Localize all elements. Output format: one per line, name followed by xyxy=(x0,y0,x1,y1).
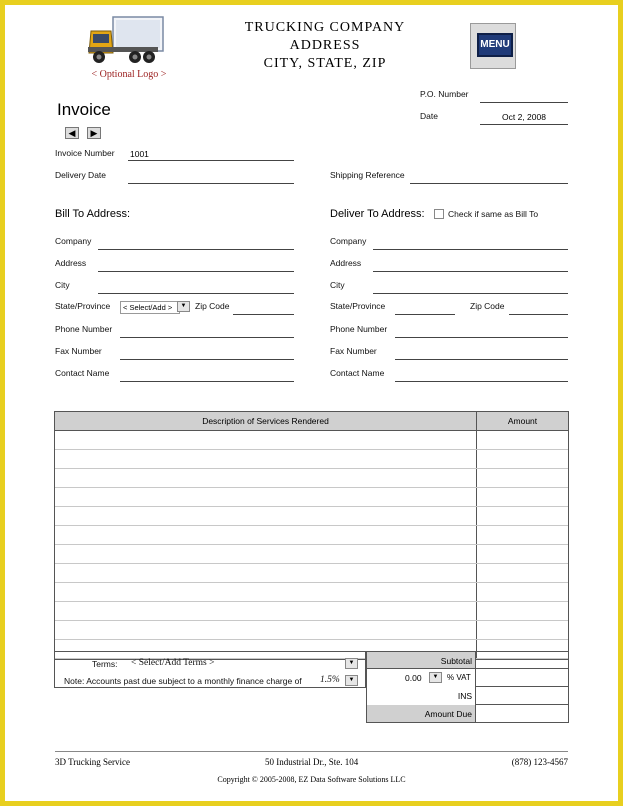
vat-dropdown-button[interactable] xyxy=(429,672,442,683)
deliver-company-field[interactable] xyxy=(373,237,568,250)
service-description-cell[interactable] xyxy=(55,545,477,563)
services-table-body xyxy=(55,431,568,659)
deliver-company-label: Company xyxy=(330,236,367,246)
invoice-number-label: Invoice Number xyxy=(55,148,115,158)
same-as-bill-checkbox[interactable] xyxy=(434,209,444,219)
footer-company: 3D Trucking Service xyxy=(55,757,130,767)
delivery-date-label: Delivery Date xyxy=(55,170,107,180)
service-amount-cell[interactable] xyxy=(477,564,568,582)
table-row xyxy=(55,469,568,488)
footer-phone: (878) 123-4567 xyxy=(511,757,568,767)
service-description-cell[interactable] xyxy=(55,450,477,468)
finance-rate-dropdown-button[interactable] xyxy=(345,675,358,686)
subtotal-row xyxy=(366,651,569,669)
deliver-address-field[interactable] xyxy=(373,259,568,272)
amount-due-value xyxy=(475,705,569,723)
next-record-button[interactable] xyxy=(87,127,101,139)
deliver-phone-field[interactable] xyxy=(395,325,568,338)
terms-and-totals xyxy=(54,651,569,724)
footer-divider xyxy=(55,751,568,752)
table-row xyxy=(55,583,568,602)
bill-to-heading: Bill To Address: xyxy=(55,208,131,220)
amount-due-row xyxy=(366,705,569,723)
deliver-city-field[interactable] xyxy=(373,281,568,294)
chevron-down-icon: ▼ xyxy=(432,674,439,680)
bill-city-label: City xyxy=(55,280,70,290)
ins-field[interactable] xyxy=(475,687,569,705)
terms-dropdown-button[interactable] xyxy=(345,658,358,669)
shipping-reference-label: Shipping Reference xyxy=(330,170,405,180)
service-description-cell[interactable] xyxy=(55,488,477,506)
same-as-bill-label: Check if same as Bill To xyxy=(448,209,539,219)
bill-fax-label: Fax Number xyxy=(55,346,102,356)
bill-state-label: State/Province xyxy=(55,301,111,311)
bill-zip-field[interactable] xyxy=(233,302,294,315)
deliver-address-label: Address xyxy=(330,258,362,268)
footer-address: 50 Industrial Dr., Ste. 104 xyxy=(265,757,359,767)
amount-column-header: Amount xyxy=(507,416,538,426)
table-row xyxy=(55,488,568,507)
service-description-cell[interactable] xyxy=(55,621,477,639)
service-amount-cell[interactable] xyxy=(477,507,568,525)
deliver-state-label: State/Province xyxy=(330,301,386,311)
service-amount-cell[interactable] xyxy=(477,469,568,487)
date-label: Date xyxy=(420,111,438,121)
deliver-fax-field[interactable] xyxy=(395,347,568,360)
deliver-zip-field[interactable] xyxy=(509,302,568,315)
table-row xyxy=(55,545,568,564)
table-row xyxy=(55,507,568,526)
service-amount-cell[interactable] xyxy=(477,602,568,620)
menu-label: MENU xyxy=(477,33,513,57)
bill-phone-label: Phone Number xyxy=(55,324,113,334)
vat-value[interactable]: 0.00 xyxy=(405,673,422,683)
services-table xyxy=(54,411,569,660)
company-address: ADDRESS xyxy=(289,38,361,53)
vat-amount xyxy=(475,669,569,687)
bill-address-label: Address xyxy=(55,258,87,268)
table-row xyxy=(55,602,568,621)
terms-select[interactable]: < Select/Add Terms > xyxy=(131,658,215,668)
table-row xyxy=(55,450,568,469)
deliver-contact-label: Contact Name xyxy=(330,368,385,378)
arrow-right-icon: ▶ xyxy=(90,128,98,138)
service-description-cell[interactable] xyxy=(55,507,477,525)
ins-label: INS xyxy=(366,687,475,705)
deliver-to-heading: Deliver To Address: xyxy=(330,208,425,220)
ins-row xyxy=(366,687,569,705)
service-description-cell[interactable] xyxy=(55,583,477,601)
service-amount-cell[interactable] xyxy=(477,621,568,639)
terms-label: Terms: xyxy=(92,659,118,669)
deliver-fax-label: Fax Number xyxy=(330,346,377,356)
page-title: Invoice xyxy=(57,100,111,119)
finance-note: Note: Accounts past due subject to a monthly finance charge of xyxy=(64,676,302,686)
finance-rate-select[interactable]: 1.5% xyxy=(320,675,340,685)
deliver-state-field[interactable] xyxy=(395,302,455,315)
bill-city-field[interactable] xyxy=(98,281,294,294)
arrow-left-icon: ◀ xyxy=(68,128,76,138)
deliver-zip-label: Zip Code xyxy=(470,301,505,311)
bill-zip-label: Zip Code xyxy=(195,301,230,311)
bill-address-field[interactable] xyxy=(98,259,294,272)
service-description-cell[interactable] xyxy=(55,526,477,544)
service-amount-cell[interactable] xyxy=(477,545,568,563)
subtotal-value xyxy=(475,651,569,669)
logo-caption: < Optional Logo > xyxy=(91,69,167,80)
service-amount-cell[interactable] xyxy=(477,488,568,506)
shipping-reference-field[interactable] xyxy=(410,171,568,184)
service-amount-cell[interactable] xyxy=(477,431,568,449)
bill-contact-field[interactable] xyxy=(120,369,294,382)
company-city-state-zip: CITY, STATE, ZIP xyxy=(263,56,387,71)
bill-company-label: Company xyxy=(55,236,92,246)
vat-row xyxy=(366,669,569,687)
deliver-phone-label: Phone Number xyxy=(330,324,388,334)
company-name: TRUCKING COMPANY xyxy=(244,20,406,35)
service-amount-cell[interactable] xyxy=(477,526,568,544)
table-row xyxy=(55,564,568,583)
delivery-date-field[interactable] xyxy=(128,171,294,184)
table-row xyxy=(55,526,568,545)
invoice-number-field[interactable]: 1001 xyxy=(128,149,294,161)
chevron-down-icon: ▼ xyxy=(180,303,187,309)
truck-logo-icon xyxy=(85,13,165,69)
totals-panel xyxy=(366,651,569,723)
terms-box xyxy=(54,651,366,688)
table-row xyxy=(55,431,568,450)
date-field[interactable]: Oct 2, 2008 xyxy=(480,112,568,125)
table-row xyxy=(55,621,568,640)
bill-state-select[interactable]: < Select/Add > xyxy=(120,301,180,314)
bill-company-field[interactable] xyxy=(98,237,294,250)
bill-contact-label: Contact Name xyxy=(55,368,110,378)
service-description-cell[interactable] xyxy=(55,564,477,582)
copyright: Copyright © 2005-2008, EZ Data Software Solutions LLC xyxy=(217,775,406,784)
service-description-cell[interactable] xyxy=(55,469,477,487)
amount-due-label: Amount Due xyxy=(366,705,475,723)
deliver-contact-field[interactable] xyxy=(395,369,568,382)
service-description-cell[interactable] xyxy=(55,602,477,620)
menu-button[interactable] xyxy=(470,23,516,69)
service-amount-cell[interactable] xyxy=(477,583,568,601)
po-number-label: P.O. Number xyxy=(420,89,469,99)
subtotal-label: Subtotal xyxy=(366,651,475,669)
description-column-header: Description of Services Rendered xyxy=(55,412,477,430)
previous-record-button[interactable] xyxy=(65,127,79,139)
bill-phone-field[interactable] xyxy=(120,325,294,338)
chevron-down-icon: ▼ xyxy=(348,660,355,666)
deliver-city-label: City xyxy=(330,280,345,290)
po-number-field[interactable] xyxy=(480,90,568,103)
vat-label: % VAT xyxy=(447,673,471,682)
bill-fax-field[interactable] xyxy=(120,347,294,360)
chevron-down-icon: ▼ xyxy=(348,677,355,683)
service-amount-cell[interactable] xyxy=(477,450,568,468)
services-table-header xyxy=(55,412,568,431)
bill-state-dropdown-button[interactable] xyxy=(177,301,190,312)
service-description-cell[interactable] xyxy=(55,431,477,449)
